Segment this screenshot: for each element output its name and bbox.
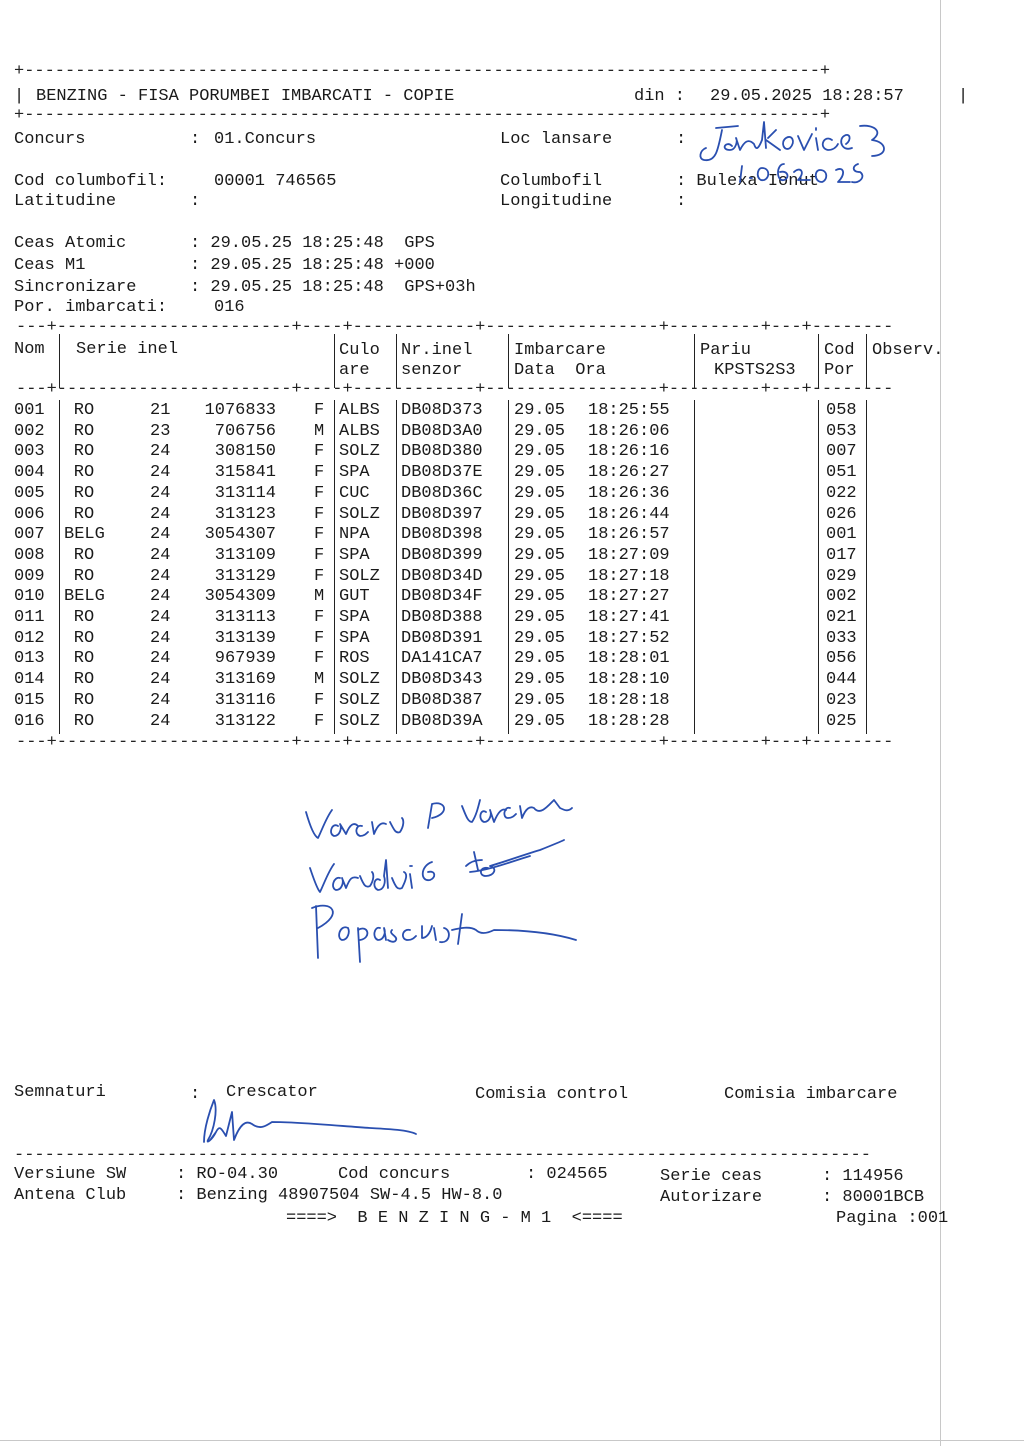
row-ora: 18:26:44 [588, 505, 670, 524]
row-nom: 010 [14, 587, 45, 606]
row-cod: 026 [826, 505, 857, 524]
row-nom: 002 [14, 422, 45, 441]
row-cod: 021 [826, 608, 857, 627]
row-nr: 3054309 [204, 587, 276, 606]
row-sex: M [314, 587, 325, 606]
row-nr: 313129 [214, 567, 276, 586]
th-nom: Nom [14, 340, 45, 359]
row-nom: 013 [14, 649, 45, 668]
row-ora: 18:28:28 [588, 712, 670, 731]
row-culoare: SOLZ [339, 712, 380, 731]
cod-columbofil-label: Cod columbofil: [14, 172, 168, 191]
row-cod: 017 [826, 546, 857, 565]
row-sex: F [314, 401, 325, 420]
row-senzor: DB08D37E [401, 463, 483, 482]
th-pariu-2: KPSTS2S3 [714, 361, 796, 380]
serie-ceas-label: Serie ceas [660, 1167, 763, 1186]
latitudine-colon: : [190, 192, 201, 211]
table-rule-top: ---+-----------------------+----+------------+-----------------+---------+---+-------- [16, 318, 894, 337]
table-rule-header: ---+-----------------------+----+------------+-----------------+---------+---+-------- [16, 380, 894, 399]
sincronizare-value: : 29.05.25 18:25:48 GPS+03h [190, 278, 476, 297]
row-data: 29.05 [514, 608, 566, 627]
row-ora: 18:26:06 [588, 422, 670, 441]
row-sex: M [314, 422, 325, 441]
row-an: 24 [150, 629, 171, 648]
cod-columbofil-value: 00001 746565 [214, 172, 337, 191]
semnaturi-colon: : [190, 1085, 201, 1104]
row-senzor: DB08D398 [401, 525, 483, 544]
row-nr: 313113 [214, 608, 276, 627]
row-an: 24 [150, 712, 171, 731]
row-sex: F [314, 463, 325, 482]
row-nom: 012 [14, 629, 45, 648]
autorizare-label: Autorizare [660, 1188, 763, 1207]
row-an: 24 [150, 670, 171, 689]
row-ora: 18:28:18 [588, 691, 670, 710]
row-ora: 18:27:27 [588, 587, 670, 606]
th-imbarcare-2: Data Ora [514, 361, 606, 380]
benzing-banner: ====> B E N Z I N G - M 1 <==== [286, 1209, 623, 1228]
row-tara: RO [73, 670, 95, 689]
row-senzor: DB08D399 [401, 546, 483, 565]
row-data: 29.05 [514, 587, 566, 606]
row-sex: F [314, 649, 325, 668]
longitudine-label: Longitudine [500, 192, 613, 211]
th-nrinel-2: senzor [401, 361, 463, 380]
row-senzor: DB08D391 [401, 629, 483, 648]
row-an: 24 [150, 525, 171, 544]
row-nr: 315841 [214, 463, 276, 482]
row-culoare: SPA [339, 629, 370, 648]
row-nr: 313109 [214, 546, 276, 565]
row-data: 29.05 [514, 670, 566, 689]
row-tara: RO [73, 442, 95, 461]
cod-concurs-label: Cod concurs [338, 1165, 451, 1184]
row-sex: F [314, 691, 325, 710]
row-nom: 001 [14, 401, 45, 420]
versiune-label: Versiune SW [14, 1165, 127, 1184]
row-nom: 008 [14, 546, 45, 565]
row-tara: RO [73, 649, 95, 668]
table-rule-bottom: ---+-----------------------+----+------------+-----------------+---------+---+-------- [16, 733, 894, 752]
longitudine-colon: : [676, 192, 687, 211]
row-data: 29.05 [514, 567, 566, 586]
row-an: 23 [150, 422, 171, 441]
row-an: 24 [150, 463, 171, 482]
row-tara: RO [73, 712, 95, 731]
row-cod: 007 [826, 442, 857, 461]
row-sex: F [314, 546, 325, 565]
row-cod: 056 [826, 649, 857, 668]
row-culoare: CUC [339, 484, 370, 503]
header-date-label: din : [634, 87, 686, 106]
row-sex: F [314, 505, 325, 524]
row-nom: 004 [14, 463, 45, 482]
row-tara: RO [73, 505, 95, 524]
ceas-atomic-label: Ceas Atomic [14, 234, 127, 253]
header-rule-bottom: +------------------------------------------------------------------------------+ [14, 106, 831, 125]
row-nr: 1076833 [204, 401, 276, 420]
row-tara: RO [73, 608, 95, 627]
row-sex: F [314, 608, 325, 627]
row-ora: 18:27:18 [588, 567, 670, 586]
row-sex: F [314, 442, 325, 461]
header-date-value: 29.05.2025 18:28:57 [710, 87, 904, 106]
row-data: 29.05 [514, 484, 566, 503]
th-culoare-1: Culo [339, 341, 380, 360]
row-senzor: DB08D34F [401, 587, 483, 606]
row-culoare: ALBS [339, 422, 380, 441]
header-bar-right: | [958, 87, 969, 106]
ceas-m1-label: Ceas M1 [14, 256, 86, 275]
row-nr: 313122 [214, 712, 276, 731]
row-an: 24 [150, 691, 171, 710]
row-ora: 18:26:57 [588, 525, 670, 544]
th-nrinel-1: Nr.inel [401, 341, 473, 360]
row-sex: F [314, 567, 325, 586]
footer-rule: ------------------------------------------------------------------------------------ [14, 1146, 871, 1165]
row-senzor: DB08D36C [401, 484, 483, 503]
row-data: 29.05 [514, 525, 566, 544]
row-an: 21 [150, 401, 171, 420]
row-tara: RO [73, 463, 95, 482]
handwritten-location [700, 122, 884, 182]
serie-ceas-value: : 114956 [822, 1167, 904, 1186]
row-nr: 313139 [214, 629, 276, 648]
th-serie: Serie inel [76, 340, 179, 359]
handwritten-names [306, 800, 576, 962]
por-imbarcati-value: 016 [214, 298, 245, 317]
columbofil-label: Columbofil [500, 172, 603, 191]
ceas-atomic-value: : 29.05.25 18:25:48 GPS [190, 234, 435, 253]
row-culoare: SPA [339, 608, 370, 627]
th-pariu-1: Pariu [700, 341, 752, 360]
row-nom: 014 [14, 670, 45, 689]
row-tara: BELG [64, 525, 105, 544]
row-nr: 313169 [214, 670, 276, 689]
row-cod: 023 [826, 691, 857, 710]
row-ora: 18:26:16 [588, 442, 670, 461]
row-data: 29.05 [514, 712, 566, 731]
row-culoare: SOLZ [339, 670, 380, 689]
row-nom: 015 [14, 691, 45, 710]
row-senzor: DB08D343 [401, 670, 483, 689]
row-cod: 053 [826, 422, 857, 441]
th-culoare-2: are [339, 361, 370, 380]
row-nr: 308150 [214, 442, 276, 461]
row-tara: RO [73, 546, 95, 565]
row-cod: 001 [826, 525, 857, 544]
row-nom: 006 [14, 505, 45, 524]
row-data: 29.05 [514, 401, 566, 420]
sincronizare-label: Sincronizare [14, 278, 137, 297]
row-culoare: ROS [339, 649, 370, 668]
concurs-label: Concurs [14, 130, 86, 149]
versiune-value: : RO-04.30 [176, 1165, 279, 1184]
row-data: 29.05 [514, 546, 566, 565]
row-an: 24 [150, 649, 171, 668]
row-ora: 18:25:55 [588, 401, 670, 420]
row-an: 24 [150, 567, 171, 586]
row-data: 29.05 [514, 463, 566, 482]
row-culoare: GUT [339, 587, 370, 606]
comisia-imbarcare-label: Comisia imbarcare [724, 1085, 898, 1104]
row-sex: F [314, 629, 325, 648]
row-culoare: ALBS [339, 401, 380, 420]
row-senzor: DB08D39A [401, 712, 483, 731]
row-culoare: SOLZ [339, 691, 380, 710]
row-data: 29.05 [514, 691, 566, 710]
row-cod: 051 [826, 463, 857, 482]
row-data: 29.05 [514, 505, 566, 524]
columbofil-value: : Bulexa Ionut [676, 172, 819, 191]
row-data: 29.05 [514, 422, 566, 441]
row-senzor: DB08D387 [401, 691, 483, 710]
header-rule-top: +------------------------------------------------------------------------------+ [14, 62, 831, 81]
row-data: 29.05 [514, 649, 566, 668]
row-cod: 033 [826, 629, 857, 648]
row-nr: 313114 [214, 484, 276, 503]
row-senzor: DB08D3A0 [401, 422, 483, 441]
row-senzor: DB08D388 [401, 608, 483, 627]
row-tara: BELG [64, 587, 105, 606]
row-ora: 18:28:10 [588, 670, 670, 689]
antena-label: Antena Club [14, 1186, 127, 1205]
row-nom: 011 [14, 608, 45, 627]
row-tara: RO [73, 691, 95, 710]
row-an: 24 [150, 546, 171, 565]
row-cod: 044 [826, 670, 857, 689]
row-culoare: SOLZ [339, 505, 380, 524]
row-senzor: DB08D34D [401, 567, 483, 586]
row-ora: 18:28:01 [588, 649, 670, 668]
row-culoare: SOLZ [339, 567, 380, 586]
row-senzor: DB08D397 [401, 505, 483, 524]
concurs-value: 01.Concurs [214, 130, 317, 149]
pagina: Pagina :001 [836, 1209, 949, 1228]
row-cod: 022 [826, 484, 857, 503]
row-nom: 005 [14, 484, 45, 503]
row-ora: 18:27:41 [588, 608, 670, 627]
row-nom: 009 [14, 567, 45, 586]
ceas-m1-value: : 29.05.25 18:25:48 +000 [190, 256, 435, 275]
row-nom: 016 [14, 712, 45, 731]
row-an: 24 [150, 587, 171, 606]
row-culoare: SOLZ [339, 442, 380, 461]
header-bar-left: | [14, 87, 25, 106]
th-imbarcare-1: Imbarcare [514, 341, 606, 360]
antena-value: : Benzing 48907504 SW-4.5 HW-8.0 [176, 1186, 503, 1205]
row-sex: F [314, 525, 325, 544]
th-cod-2: Por [824, 361, 855, 380]
row-nr: 967939 [214, 649, 276, 668]
row-cod: 002 [826, 587, 857, 606]
comisia-control-label: Comisia control [475, 1085, 629, 1104]
semnaturi-label: Semnaturi [14, 1083, 106, 1102]
crescator-label: Crescator [226, 1083, 318, 1102]
row-sex: F [314, 484, 325, 503]
row-an: 24 [150, 505, 171, 524]
row-tara: RO [73, 484, 95, 503]
row-culoare: SPA [339, 546, 370, 565]
autorizare-value: : 80001BCB [822, 1188, 925, 1207]
row-ora: 18:27:52 [588, 629, 670, 648]
loc-lansare-colon: : [676, 130, 687, 149]
cod-concurs-value: : 024565 [526, 1165, 608, 1184]
row-data: 29.05 [514, 629, 566, 648]
por-imbarcati-label: Por. imbarcati: [14, 298, 168, 317]
row-sex: M [314, 670, 325, 689]
crescator-signature [204, 1100, 416, 1142]
row-senzor: DB08D380 [401, 442, 483, 461]
row-an: 24 [150, 442, 171, 461]
concurs-colon: : [190, 130, 201, 149]
row-nr: 313116 [214, 691, 276, 710]
latitudine-label: Latitudine [14, 192, 117, 211]
row-cod: 029 [826, 567, 857, 586]
row-senzor: DA141CA7 [401, 649, 483, 668]
loc-lansare-label: Loc lansare [500, 130, 613, 149]
row-sex: F [314, 712, 325, 731]
row-cod: 058 [826, 401, 857, 420]
row-data: 29.05 [514, 442, 566, 461]
row-tara: RO [73, 401, 95, 420]
row-senzor: DB08D373 [401, 401, 483, 420]
row-tara: RO [73, 422, 95, 441]
row-nr: 706756 [214, 422, 276, 441]
row-nom: 003 [14, 442, 45, 461]
row-ora: 18:26:27 [588, 463, 670, 482]
th-observatii: Observ. [872, 341, 944, 360]
row-ora: 18:27:09 [588, 546, 670, 565]
row-nr: 313123 [214, 505, 276, 524]
row-ora: 18:26:36 [588, 484, 670, 503]
row-nom: 007 [14, 525, 45, 544]
th-cod-1: Cod [824, 341, 855, 360]
header-title: BENZING - FISA PORUMBEI IMBARCATI - COPIE [36, 87, 455, 106]
row-an: 24 [150, 484, 171, 503]
row-cod: 025 [826, 712, 857, 731]
row-culoare: NPA [339, 525, 370, 544]
row-tara: RO [73, 629, 95, 648]
row-tara: RO [73, 567, 95, 586]
row-culoare: SPA [339, 463, 370, 482]
row-an: 24 [150, 608, 171, 627]
row-nr: 3054307 [204, 525, 276, 544]
